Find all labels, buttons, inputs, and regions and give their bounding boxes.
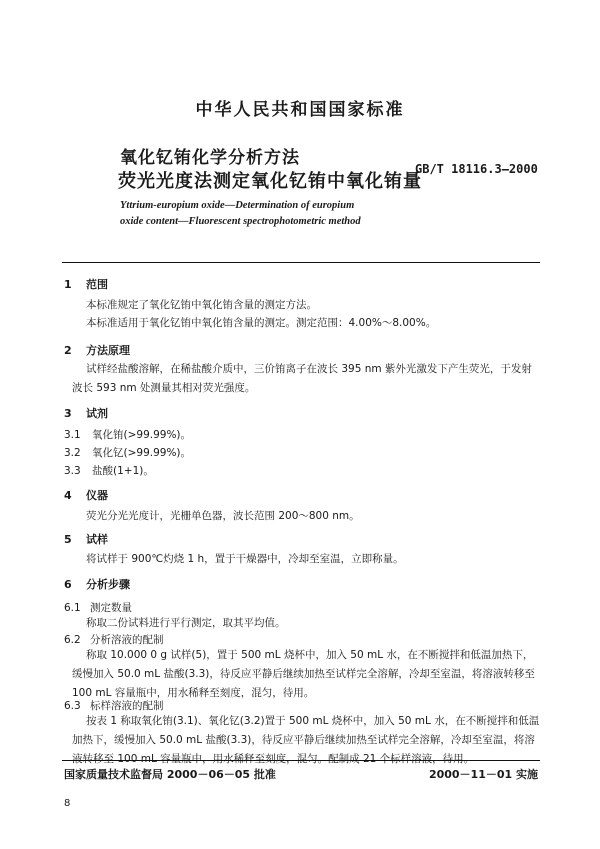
subsection-title: 测定数量 xyxy=(90,602,132,614)
standard-title-line-2: 荧光光度法测定氧化钇铕中氧化铕量 xyxy=(118,171,422,192)
section-number: 3 xyxy=(64,407,72,420)
subsection-6-3-para: 按表 1 称取氧化铕(3.1)、氧化钇(3.2)置于 500 mL 烧杯中，加入 50 mL 水，在不断搅拌和低温加热下，缓慢加入 50.0 mL 盐酸(3.3)，待反应平静后继续加热至试样完全溶解，冷却至室温，将溶液转移至 100 mL 容量瓶中，用水稀释至刻度，混匀。配制成 21 个标样溶液，待用。 xyxy=(72,715,540,765)
section-title: 试样 xyxy=(86,533,108,546)
section-1-para-1: 本标准规定了氧化钇铕中氧化铕含量的测定方法。 xyxy=(86,299,317,311)
section-2-para-1: 试样经盐酸溶解，在稀盐酸介质中，三价铕离子在波长 395 nm 紫外光激发下产生荧光，于发射波长 593 nm 处测量其相对荧光强度。 xyxy=(72,363,532,394)
item-number: 3.3 xyxy=(64,465,81,477)
subsection-title: 标样溶液的配制 xyxy=(90,700,164,712)
page-number: 8 xyxy=(64,798,71,809)
section-title: 范围 xyxy=(86,278,108,291)
section-5-para-1: 将试样于 900℃灼烧 1 h，置于干燥器中，冷却至室温，立即称量。 xyxy=(86,553,404,565)
section-3-heading xyxy=(64,405,108,421)
subsection-6-1-heading xyxy=(64,600,132,615)
section-5-heading xyxy=(64,531,108,547)
standard-number: GB/T 18116.3—2000 xyxy=(415,162,538,176)
section-4-heading xyxy=(64,487,108,503)
section-number: 4 xyxy=(64,489,72,502)
section-title: 试剂 xyxy=(86,407,108,420)
english-title-line-1: Yttrium-europium oxide—Determination of europium xyxy=(120,200,355,211)
section-number: 1 xyxy=(64,278,72,291)
section-6-heading xyxy=(64,576,130,592)
item-number: 3.1 xyxy=(64,429,81,441)
issuing-organization: 中华人民共和国国家标准 xyxy=(195,100,405,120)
item-text: 氧化钇(>99.99%)。 xyxy=(92,447,192,459)
item-text: 盐酸(1+1)。 xyxy=(92,465,154,477)
subsection-title: 分析溶液的配制 xyxy=(90,634,164,646)
reagent-item xyxy=(64,427,191,442)
reagent-item xyxy=(64,445,191,460)
section-4-para-1: 荧光分光光度计，光栅单色器，波长范围 200～800 nm。 xyxy=(86,510,360,522)
implementation-date: 2000－11－01 实施 xyxy=(428,768,538,781)
item-text: 氧化铕(>99.99%)。 xyxy=(92,429,192,441)
section-title: 方法原理 xyxy=(86,344,130,357)
subsection-number: 6.1 xyxy=(64,602,81,614)
subsection-6-2-para: 称取 10.000 0 g 试样(5)，置于 500 mL 烧杯中，加入 50 mL 水，在不断搅拌和低温加热下，缓慢加入 50.0 mL 盐酸(3.3)，待反应平静后继续加热至试样完全溶解，冷却至室温，将溶液转移至 100 mL 容量瓶中，用水稀释至刻度，混匀，待用。 xyxy=(72,649,535,699)
section-number: 6 xyxy=(64,578,72,591)
subsection-6-2-heading xyxy=(64,632,164,647)
section-2-heading xyxy=(64,342,130,358)
section-title: 分析步骤 xyxy=(86,578,130,591)
english-title-line-2: oxide content—Fluorescent spectrophotometric method xyxy=(120,216,361,227)
subsection-6-1-para: 称取二份试料进行平行测定，取其平均值。 xyxy=(86,617,286,629)
section-1-para-2: 本标准适用于氧化钇铕中氧化铕含量的测定。测定范围：4.00%～8.00%。 xyxy=(86,317,437,329)
reagent-item xyxy=(64,463,154,478)
section-title: 仪器 xyxy=(86,489,108,502)
section-1-heading xyxy=(64,276,108,292)
item-number: 3.2 xyxy=(64,447,81,459)
header-divider xyxy=(62,262,540,263)
footer-divider xyxy=(62,760,540,761)
section-number: 2 xyxy=(64,344,72,357)
approval-notice: 国家质量技术监督局 2000－06－05 批准 xyxy=(64,768,276,781)
subsection-6-3-heading xyxy=(64,698,164,713)
section-number: 5 xyxy=(64,533,72,546)
subsection-number: 6.2 xyxy=(64,634,81,646)
subsection-number: 6.3 xyxy=(64,700,81,712)
standard-title-line-1: 氧化钇铕化学分析方法 xyxy=(120,148,300,168)
